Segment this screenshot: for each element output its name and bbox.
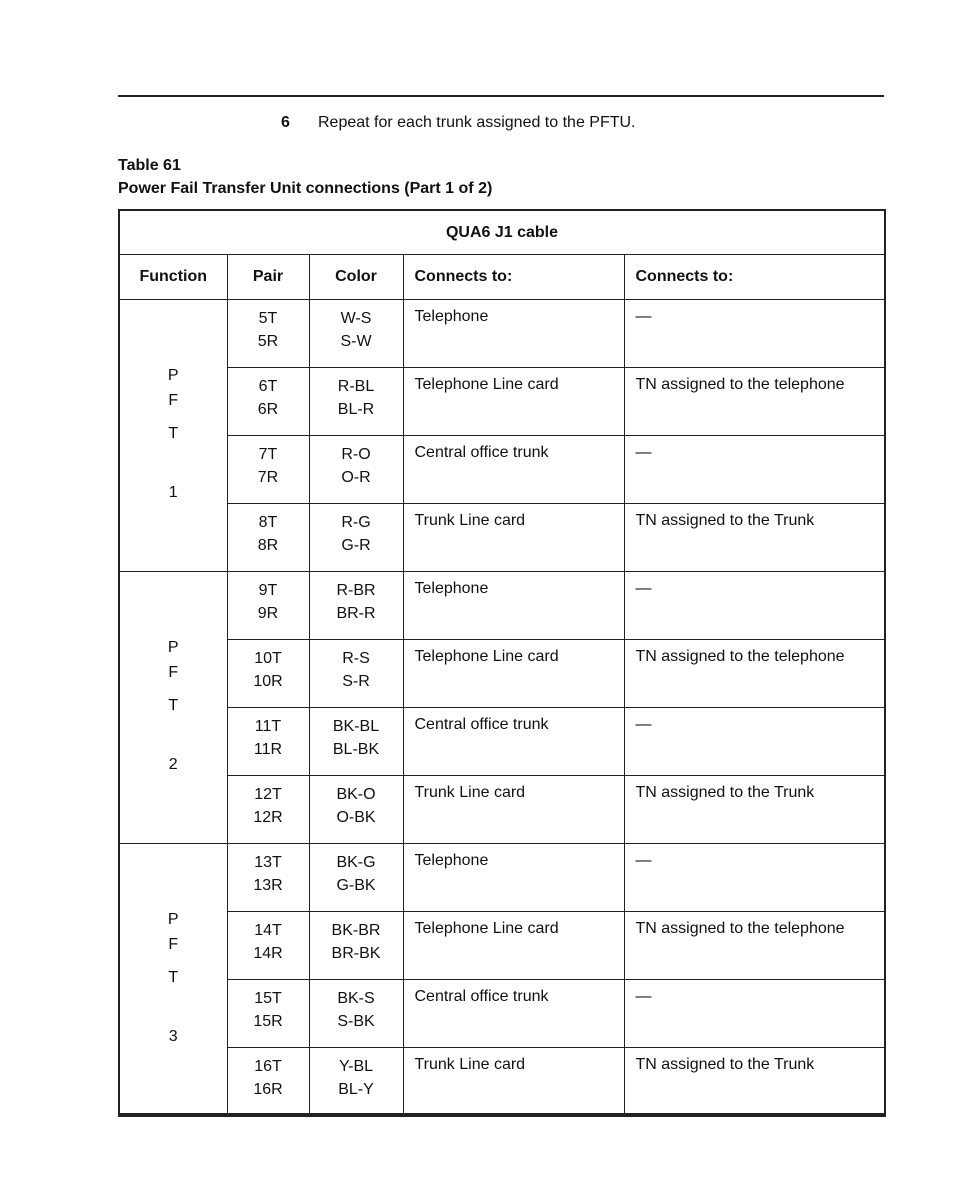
pair-value: 12T	[254, 786, 282, 803]
pair-value: 13R	[253, 877, 283, 894]
pair-cell	[227, 844, 309, 912]
connects-to-detail-cell: —	[624, 844, 885, 912]
pair-value: 14R	[253, 945, 283, 962]
color-value: S-R	[342, 673, 370, 690]
function-letter: T	[168, 424, 179, 442]
color-value: R-O	[341, 446, 371, 463]
pair-value: 7T	[258, 446, 278, 463]
pair-cell	[227, 776, 309, 844]
connects-to-detail-cell: —	[624, 708, 885, 776]
connects-to-cell: Trunk Line card	[403, 776, 624, 844]
color-value: O-BK	[336, 809, 376, 826]
function-letter: F	[168, 391, 179, 409]
connects-to-detail-cell: —	[624, 980, 885, 1048]
pair-cell	[227, 708, 309, 776]
color-value: G-R	[341, 537, 371, 554]
color-value: BK-S	[337, 990, 375, 1007]
column-header-pair: Pair	[227, 255, 309, 300]
connects-to-cell: Telephone Line card	[403, 912, 624, 980]
table-row	[119, 912, 885, 980]
connects-to-detail-cell: —	[624, 436, 885, 504]
function-cell	[119, 300, 227, 572]
pair-value: 5R	[257, 333, 279, 350]
color-value: Y-BL	[338, 1058, 374, 1075]
connects-to-detail-cell: TN assigned to the telephone	[624, 368, 885, 436]
color-value: BK-O	[336, 786, 376, 803]
pair-cell	[227, 436, 309, 504]
pair-value: 15R	[253, 1013, 283, 1030]
color-value: R-S	[342, 650, 370, 667]
color-cell	[309, 1048, 403, 1117]
table-row	[119, 640, 885, 708]
pair-value: 10T	[254, 650, 282, 667]
top-rule	[118, 95, 884, 97]
pair-value: 14T	[254, 922, 282, 939]
pair-value: 5T	[258, 310, 278, 327]
pair-cell	[227, 912, 309, 980]
table-row	[119, 300, 885, 368]
color-cell	[309, 708, 403, 776]
column-header-connects-to-1: Connects to:	[403, 255, 624, 300]
pair-cell	[227, 368, 309, 436]
table-row	[119, 504, 885, 572]
connects-to-cell: Telephone	[403, 844, 624, 912]
color-cell	[309, 436, 403, 504]
pair-value: 16R	[253, 1081, 283, 1098]
connects-to-cell: Telephone	[403, 572, 624, 640]
connects-to-detail-cell: —	[624, 300, 885, 368]
connects-to-cell: Telephone Line card	[403, 368, 624, 436]
color-value: S-BK	[337, 1013, 375, 1030]
table-title: Power Fail Transfer Unit connections (Part 1 of 2)	[118, 180, 493, 197]
table-row	[119, 776, 885, 844]
table-header-cable: QUA6 J1 cable	[119, 210, 885, 255]
connects-to-cell: Central office trunk	[403, 980, 624, 1048]
function-letter: T	[168, 696, 179, 714]
color-cell	[309, 300, 403, 368]
pair-value: 10R	[253, 673, 283, 690]
pair-cell	[227, 504, 309, 572]
color-cell	[309, 640, 403, 708]
pair-value: 12R	[253, 809, 283, 826]
pair-value: 8T	[258, 514, 278, 531]
table-row	[119, 368, 885, 436]
pair-value: 11T	[254, 718, 282, 735]
table-row	[119, 436, 885, 504]
color-cell	[309, 776, 403, 844]
pair-value: 15T	[254, 990, 282, 1007]
function-cell	[119, 572, 227, 844]
pair-cell	[227, 980, 309, 1048]
function-letter: F	[168, 663, 179, 681]
pair-value: 8R	[257, 537, 279, 554]
color-value: BK-G	[336, 854, 376, 871]
color-value: BR-R	[336, 605, 376, 622]
connects-to-cell: Trunk Line card	[403, 1048, 624, 1117]
function-letter: P	[167, 366, 179, 384]
color-value: BL-BK	[332, 741, 380, 758]
pair-value: 7R	[257, 469, 279, 486]
color-value: G-BK	[336, 877, 376, 894]
table-row	[119, 572, 885, 640]
function-cell	[119, 844, 227, 1117]
column-header-connects-to-2: Connects to:	[624, 255, 885, 300]
connects-to-cell: Telephone	[403, 300, 624, 368]
step-number: 6	[281, 114, 290, 131]
pair-cell	[227, 572, 309, 640]
pair-cell	[227, 640, 309, 708]
color-value: BK-BR	[331, 922, 381, 939]
connects-to-detail-cell: TN assigned to the telephone	[624, 912, 885, 980]
color-cell	[309, 844, 403, 912]
color-value: R-BR	[336, 582, 376, 599]
pair-value: 9T	[258, 582, 278, 599]
color-value: BR-BK	[331, 945, 381, 962]
color-value: R-G	[341, 514, 371, 531]
color-cell	[309, 572, 403, 640]
table-row	[119, 980, 885, 1048]
connections-table	[118, 209, 886, 1117]
pair-cell	[227, 300, 309, 368]
pair-value: 6R	[257, 401, 279, 418]
color-value: S-W	[340, 333, 372, 350]
function-letter: T	[168, 968, 179, 986]
pair-value: 11R	[253, 741, 283, 758]
connects-to-detail-cell: TN assigned to the Trunk	[624, 504, 885, 572]
function-letter: P	[167, 910, 179, 928]
pair-cell	[227, 1048, 309, 1117]
color-value: O-R	[341, 469, 371, 486]
function-letter: 2	[168, 755, 178, 773]
table-row	[119, 1048, 885, 1117]
column-header-color: Color	[309, 255, 403, 300]
color-value: W-S	[340, 310, 372, 327]
connects-to-cell: Trunk Line card	[403, 504, 624, 572]
color-cell	[309, 368, 403, 436]
color-value: R-BL	[337, 378, 375, 395]
column-header-function: Function	[119, 255, 227, 300]
connects-to-detail-cell: TN assigned to the Trunk	[624, 776, 885, 844]
connects-to-cell: Central office trunk	[403, 708, 624, 776]
step-text: Repeat for each trunk assigned to the PFTU.	[318, 114, 636, 131]
table-body	[119, 300, 885, 1117]
connects-to-detail-cell: —	[624, 572, 885, 640]
function-letter: F	[168, 935, 179, 953]
function-letter: P	[167, 638, 179, 656]
pair-value: 9R	[257, 605, 279, 622]
connects-to-detail-cell: TN assigned to the telephone	[624, 640, 885, 708]
color-cell	[309, 980, 403, 1048]
table-caption	[118, 154, 492, 200]
table-label: Table 61	[118, 157, 181, 174]
color-cell	[309, 912, 403, 980]
table-row	[119, 708, 885, 776]
pair-value: 16T	[254, 1058, 282, 1075]
color-cell	[309, 504, 403, 572]
color-value: BK-BL	[332, 718, 380, 735]
connects-to-detail-cell: TN assigned to the Trunk	[624, 1048, 885, 1117]
function-letter: 3	[168, 1027, 178, 1045]
connects-to-cell: Central office trunk	[403, 436, 624, 504]
pair-value: 13T	[254, 854, 282, 871]
bottom-rule	[118, 1113, 884, 1115]
pair-value: 6T	[258, 378, 278, 395]
color-value: BL-R	[337, 401, 375, 418]
function-letter: 1	[168, 483, 178, 501]
color-value: BL-Y	[338, 1081, 374, 1098]
connects-to-cell: Telephone Line card	[403, 640, 624, 708]
table-row	[119, 844, 885, 912]
